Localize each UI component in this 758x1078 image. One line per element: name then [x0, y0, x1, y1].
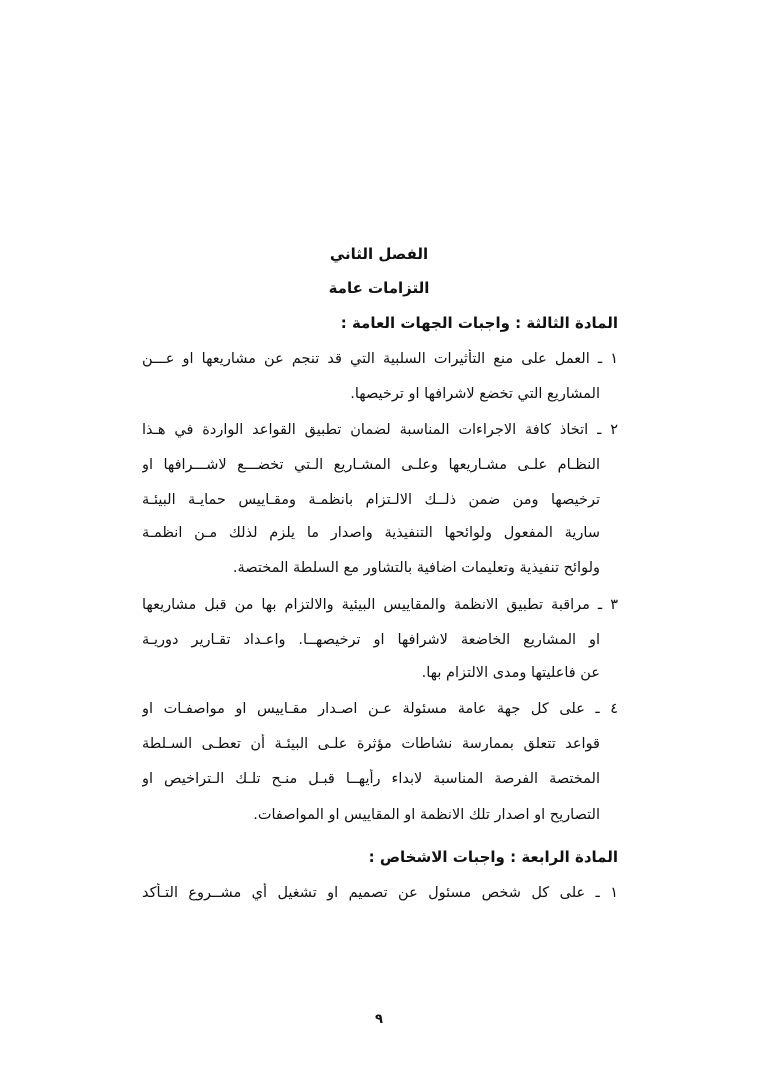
article-4-heading: المادة الرابعة : واجبات الاشخاص :	[368, 848, 618, 866]
article-3-item-4-line: ٤ ـ على كل جهة عامة مسئولة عـن اصـدار مقـاييس او مواصفـات او	[142, 701, 618, 717]
article-3-item-3-line: ٣ ـ مراقبة تطبيق الانظمة والمقاييس البيئية والالتزام بها من قبل مشاريعها	[142, 597, 618, 613]
article-3-item-1-line: ١ ـ العمل على منع التأثيرات السلبية التي قد تنجم عن مشاريعها او عـــن	[142, 351, 618, 367]
page-number: ٩	[375, 1012, 383, 1027]
article-3-item-1-line: المشاريع التي تخضع لاشرافها او ترخيصها.	[350, 386, 600, 402]
article-3-item-3-line: او المشاريع الخاضعة لاشرافها او ترخيصهــا. واعـداد تقـارير دوريـة	[142, 632, 600, 648]
article-3-item-2-line: ترخيصها ومن ضمن ذلــك الالـتزام بانظمـة ومقـاييس حمايـة البيئـة	[142, 492, 600, 508]
section-title: التزامات عامة	[328, 279, 430, 297]
article-3-item-4-line: المختصة الفرصة المناسبة لابداء رأيهــا قبـل منـح تلـك الـتراخيص او	[142, 771, 600, 787]
article-4-item-1-line: ١ ـ على كل شخص مسئول عن تصميم او تشغيل أي مشــروع التـأكد	[142, 885, 618, 901]
article-3-item-2-line: النظـام علـى مشـاريعها وعلـى المشـاريع الـتي تخضـــع لاشـــرافها او	[142, 457, 600, 473]
article-3-item-2-line: ولوائح تنفيذية وتعليمات اضافية بالتشاور مع السلطة المختصة.	[232, 560, 600, 576]
article-3-item-4-line: التصاريح او اصدار تلك الانظمة او المقاييس او المواصفات.	[253, 807, 600, 823]
article-3-item-4-line: قواعد تتعلق بممارسة نشاطات مؤثرة علـى البيئـة أن تعطـى السـلطة	[142, 736, 600, 752]
article-3-heading: المادة الثالثة : واجبات الجهات العامة :	[340, 314, 618, 332]
article-3-item-2-line: سارية المفعول ولوائحها التنفيذية واصدار ما يلزم لذلك مـن انظمـة	[142, 525, 600, 541]
article-3-item-3-line: عن فاعليتها ومدى الالتزام بها.	[421, 665, 600, 681]
chapter-title: الفصل الثاني	[329, 245, 429, 263]
article-3-item-2-line: ٢ ـ اتخاذ كافة الاجراءات المناسبة لضمان تطبيق القواعد الواردة في هـذا	[142, 422, 618, 438]
